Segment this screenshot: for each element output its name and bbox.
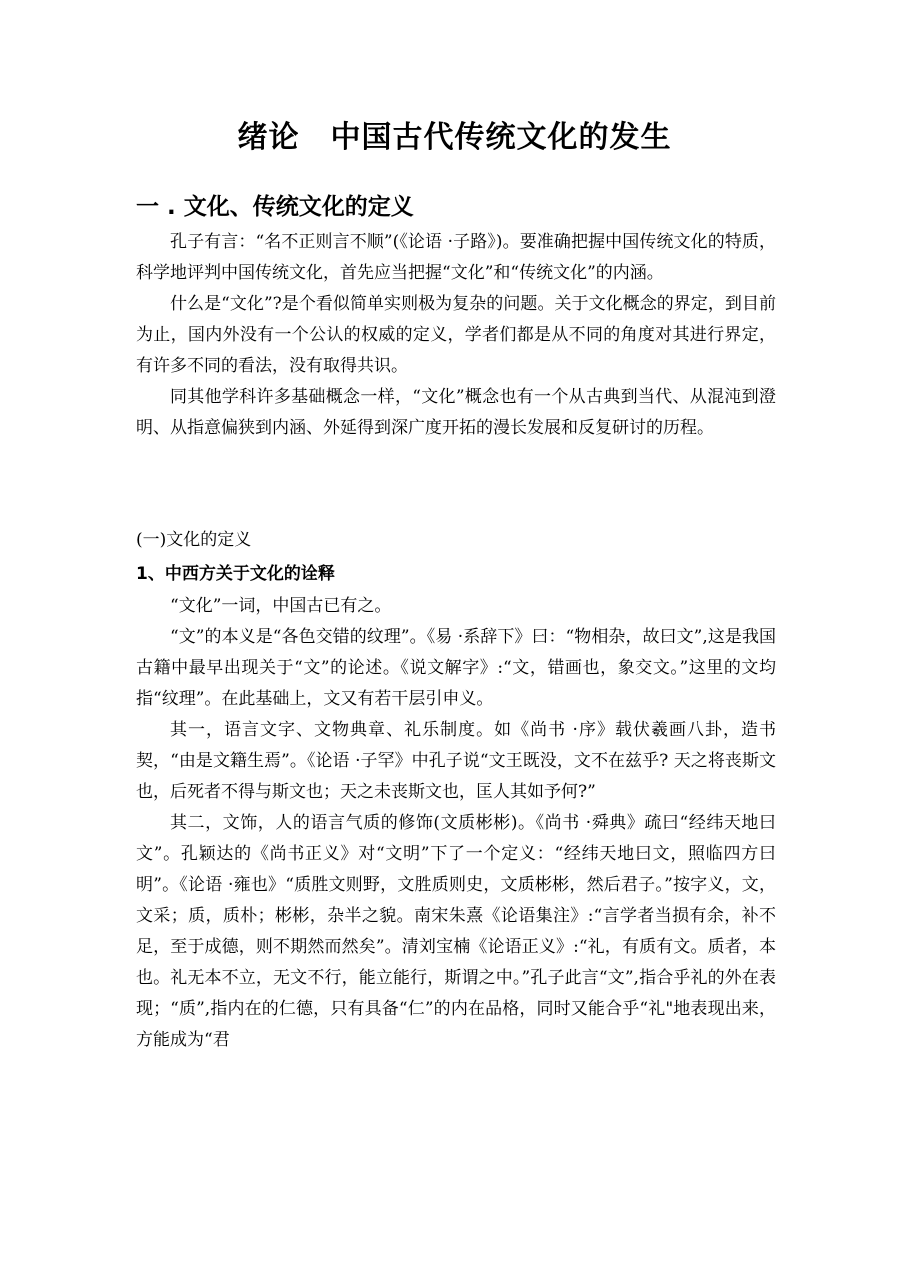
paragraph: “文化”一词，中国古已有之。 <box>170 596 392 616</box>
subsection-label: (一)文化的定义 <box>136 530 252 550</box>
paragraph: 其一，语言文字、文物典章、礼乐制度。如《尚书 ·序》载伏羲画八卦，造书契，“由是文籍生焉”。《论语 ·子罕》中孔子说“文王既没，文不在兹乎? 天之将丧斯文也，后死者不得与斯文也；天之未丧斯文也，匡人其如予何?” <box>136 720 776 802</box>
subsection-heading: 1、中西方关于文化的诠释 <box>136 564 335 584</box>
paragraph: 什么是“文化”?是个看似简单实则极为复杂的问题。关于文化概念的界定，到目前为止，国内外没有一个公认的权威的定义，学者们都是从不同的角度对其进行界定，有许多不同的看法，没有取得共识。 <box>136 294 776 376</box>
section-body <box>136 227 776 444</box>
paragraph: 同其他学科许多基础概念一样，“文化”概念也有一个从古典到当代、从混沌到澄明、从指意偏狭到内涵、外延得到深广度开拓的漫长发展和反复研讨的历程。 <box>136 387 776 438</box>
paragraph: 孔子有言：“名不正则言不顺”(《论语 ·子路》)。要准确把握中国传统文化的特质，科学地评判中国传统文化，首先应当把握“文化”和“传统文化”的内涵。 <box>136 232 776 283</box>
paragraph: “文”的本义是“各色交错的纹理”。《易 ·系辞下》曰：“物相杂，故曰文”,这是我国古籍中最早出现关于“文”的论述。《说文解字》:“文，错画也，象交文。”这里的文均指“纹理”。在此基础上，文又有若干层引申义。 <box>136 627 776 709</box>
section-heading: 一 . 文化、传统文化的定义 <box>136 194 414 220</box>
subsection-body <box>136 591 776 1056</box>
paragraph: 其二，文饰，人的语言气质的修饰(文质彬彬)。《尚书 ·舜典》疏曰“经纬天地曰文”。孔颖达的《尚书正义》对“文明”下了一个定义：“经纬天地曰文，照临四方曰明”。《论语 ·雍也》“质胜文则野，文胜质则史，文质彬彬，然后君子。”按字义，文，文采；质，质朴；彬彬，杂半之貌。南宋朱熹《论语集注》:“言学者当损有余，补不足，至于成德，则不期然而然矣”。清刘宝楠《论语正义》:“礼，有质有文。质者，本也。礼无本不立，无文不行，能立能行，斯谓之中。”孔子此言“文”,指合乎礼的外在表现；“质”,指内在的仁德，只有具备“仁”的内在品格，同时又能合乎“礼"地表现出来，方能成为“君 <box>136 813 776 1050</box>
document-title: 绪论 中国古代传统文化的发生 <box>237 120 672 155</box>
